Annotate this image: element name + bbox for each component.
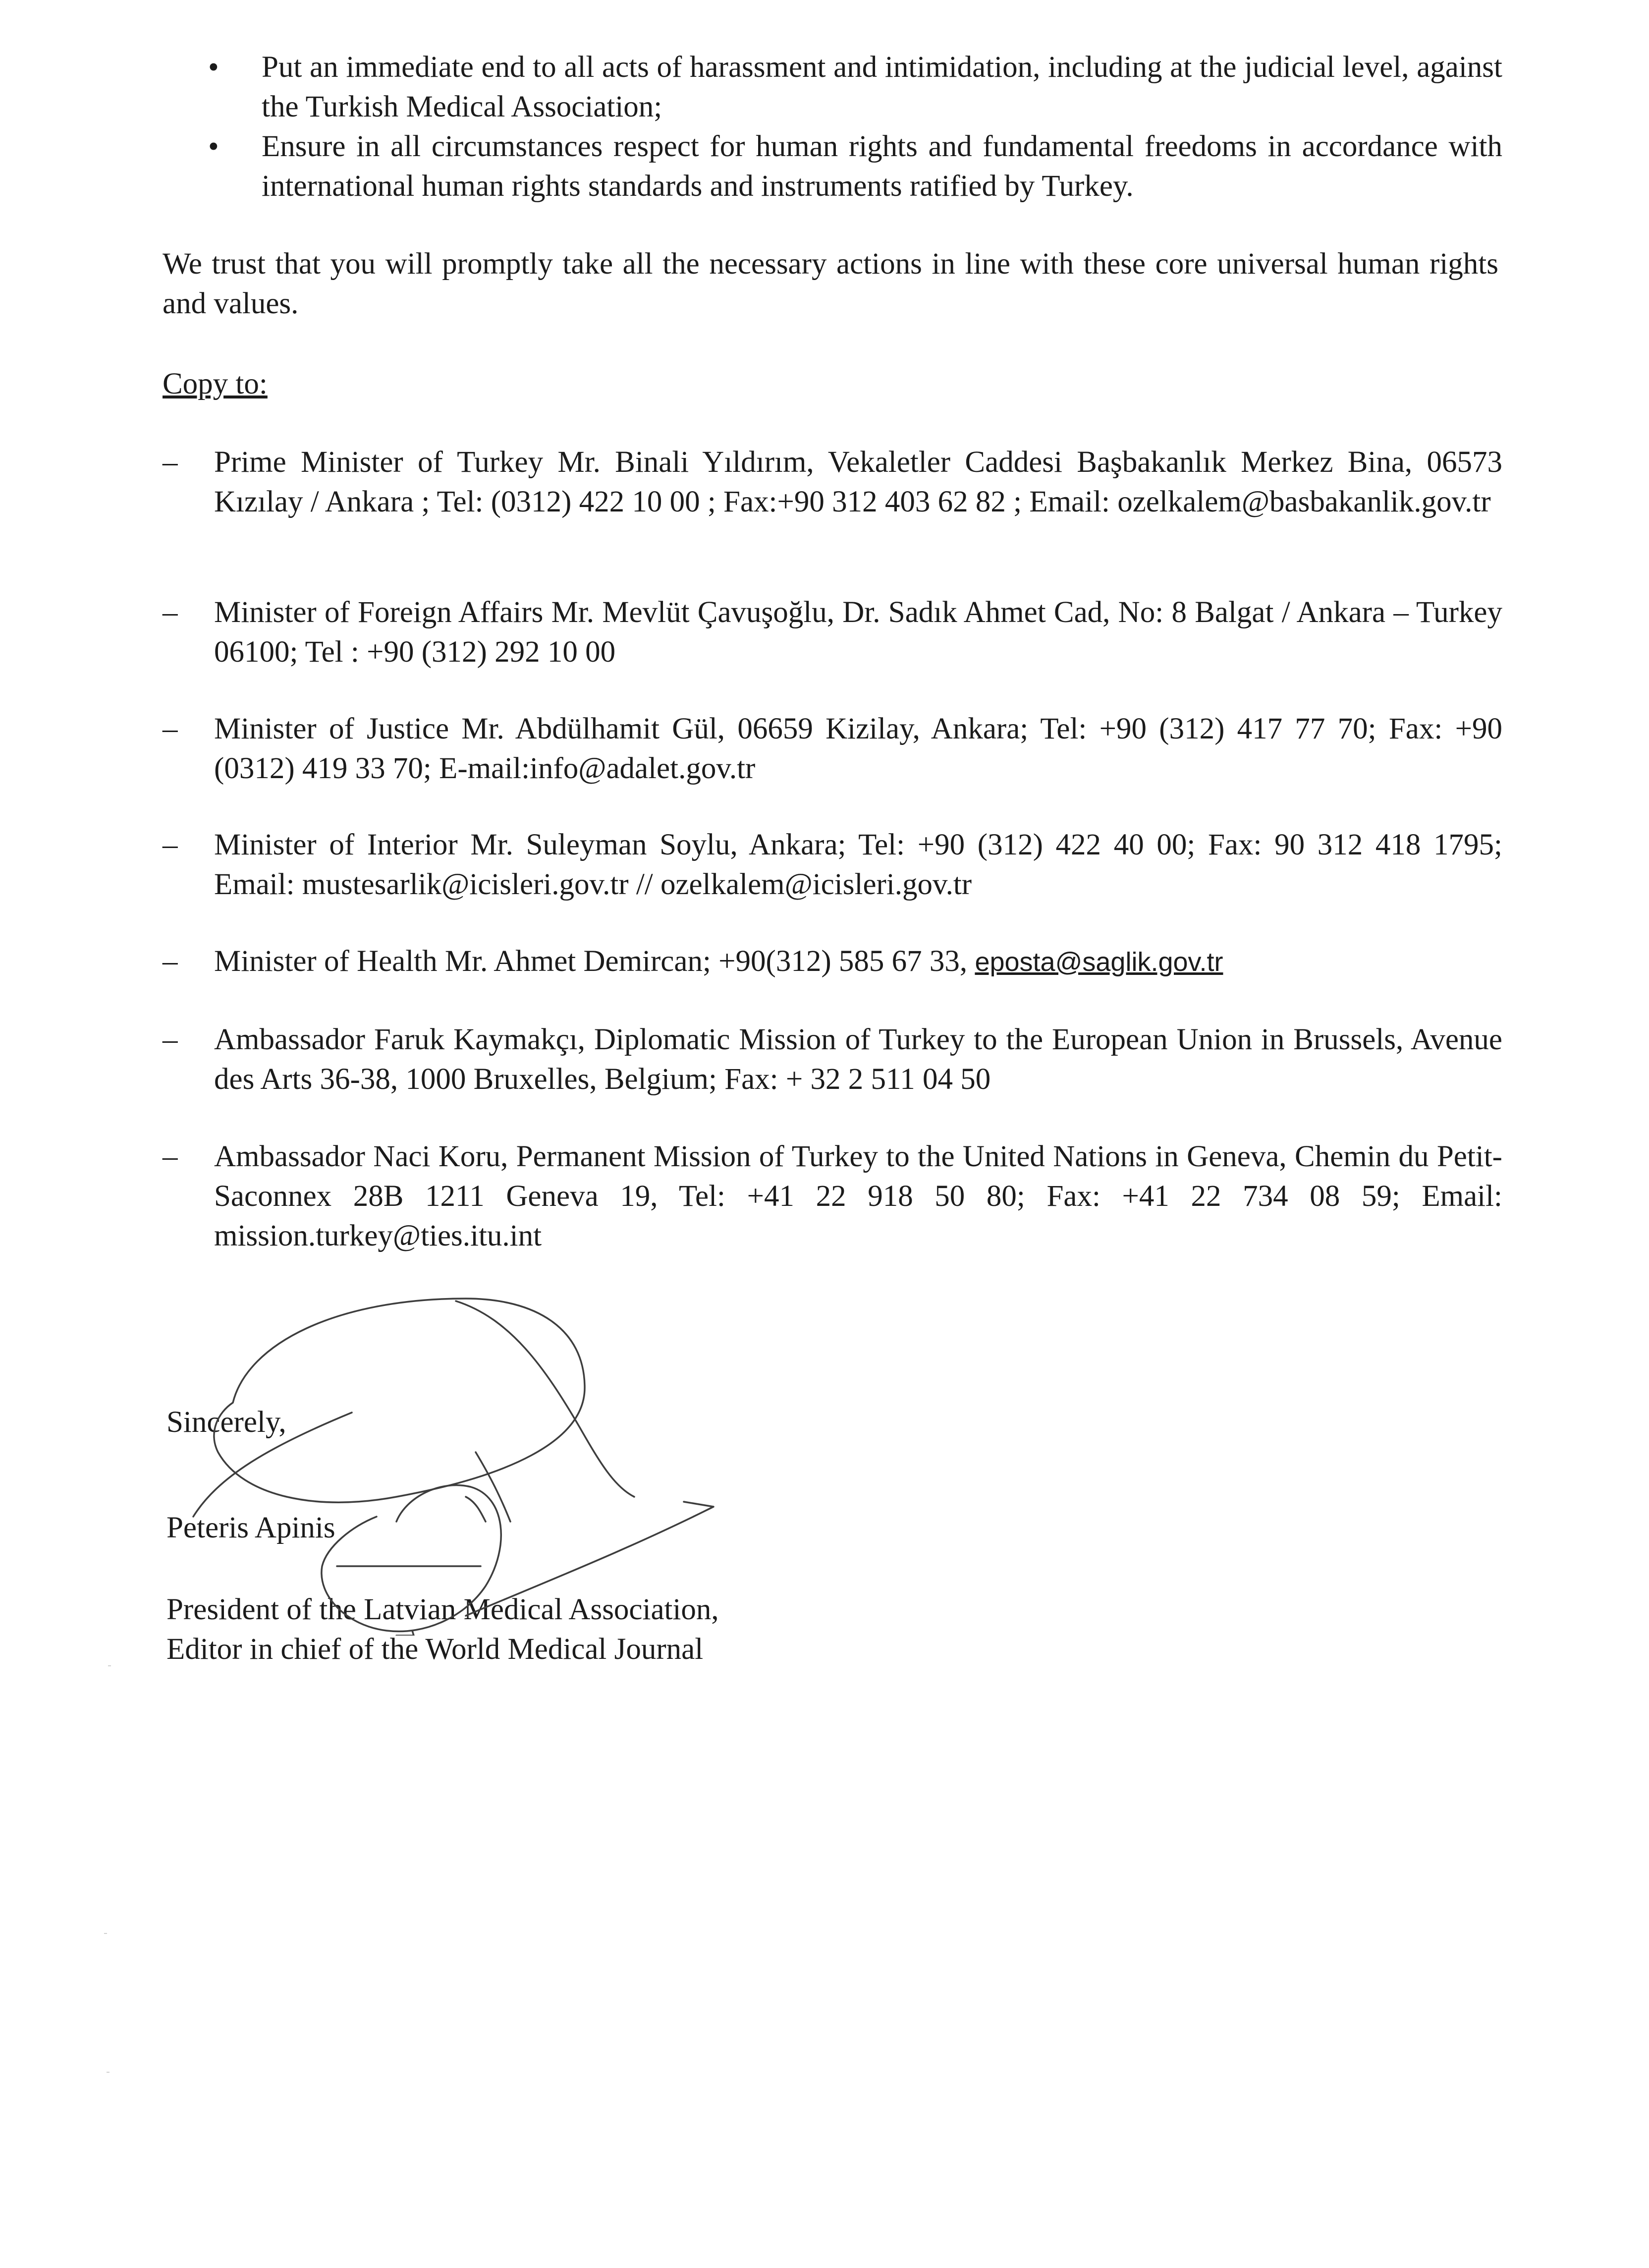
dash-marker: – (163, 945, 178, 978)
scan-speck (108, 1665, 111, 1666)
dash-marker: – (163, 712, 178, 745)
dash-marker: – (163, 1023, 178, 1056)
handwritten-signature (188, 1289, 763, 1636)
scan-speck (107, 2072, 110, 2073)
recipient-text: Ambassador Faruk Kaymakçı, Diplomatic Mission of Turkey to the European Union in Brussels, Avenue des Arts 36-38, 1000 Bruxelles, Belgium; Fax: + 32 2 511 04 50 (214, 1023, 1502, 1096)
recipient-contact: Minister of Health Mr. Ahmet Demircan; +90(312) 585 67 33, (214, 945, 975, 978)
closing-paragraph: We trust that you will promptly take all the necessary actions in line with these core universal human rights and values. (163, 247, 1498, 320)
demand-item: • Put an immediate end to all acts of harassment and intimidation, including at the judicial level, against the Turkish Medical Association; (208, 48, 1502, 127)
demand-item: • Ensure in all circumstances respect for human rights and fundamental freedoms in accordance with international human rights standards and instruments ratified by Turkey. (208, 127, 1502, 206)
signer-role: Editor in chief of the World Medical Journal (166, 1633, 704, 1666)
copy-to-heading: Copy to: (163, 367, 268, 400)
recipient-text (214, 942, 1502, 982)
recipient-text: Minister of Foreign Affairs Mr. Mevlüt Çavuşoğlu, Dr. Sadık Ahmet Cad, No: 8 Balgat / Ankara – Turkey 06100; Tel : +90 (312) 292 10 00 (214, 596, 1502, 669)
recipient-item (163, 1137, 1502, 1256)
dash-marker: – (163, 1140, 178, 1173)
recipient-item (163, 443, 1502, 522)
recipient-item (163, 825, 1502, 905)
demands-list (208, 48, 1502, 206)
dash-marker: – (163, 828, 178, 861)
health-email-link[interactable]: eposta@saglik.gov.tr (975, 947, 1223, 977)
recipient-text: Ambassador Naci Koru, Permanent Mission of Turkey to the United Nations in Geneva, Chemin du Petit-Saconnex 28B 1211 Geneva 19, Tel: +41 22 918 50 80; Fax: +41 22 734 08 59; Email: mission.turkey@ties.itu.int (214, 1140, 1502, 1252)
dash-marker: – (163, 446, 178, 479)
recipient-text: Minister of Interior Mr. Suleyman Soylu, Ankara; Tel: +90 (312) 422 40 00; Fax: 90 312 418 1795; Email: mustesarlik@icisleri.gov.tr // ozelkalem@icisleri.gov.tr (214, 828, 1502, 901)
recipient-item (163, 942, 1502, 982)
salutation: Sincerely, (166, 1406, 286, 1439)
recipient-item (163, 709, 1502, 789)
recipient-text: Prime Minister of Turkey Mr. Binali Yıldırım, Vekaletler Caddesi Başbakanlık Merkez Bina, 06573 Kızılay / Ankara ; Tel: (0312) 422 10 00 ; Fax:+90 312 403 62 82 ; Email: ozelkalem@basbakanlik.gov.tr (214, 446, 1502, 518)
recipient-text: Minister of Justice Mr. Abdülhamit Gül, 06659 Kizilay, Ankara; Tel: +90 (312) 417 77 70; Fax: +90 (0312) 419 33 70; E-mail:info@adalet.gov.tr (214, 712, 1502, 785)
recipient-item (163, 1020, 1502, 1099)
scan-speck (104, 1933, 107, 1934)
recipient-item (163, 593, 1502, 672)
signer-name: Peteris Apinis (166, 1511, 335, 1544)
dash-marker: – (163, 596, 178, 629)
signer-title: President of the Latvian Medical Association, (166, 1593, 719, 1626)
